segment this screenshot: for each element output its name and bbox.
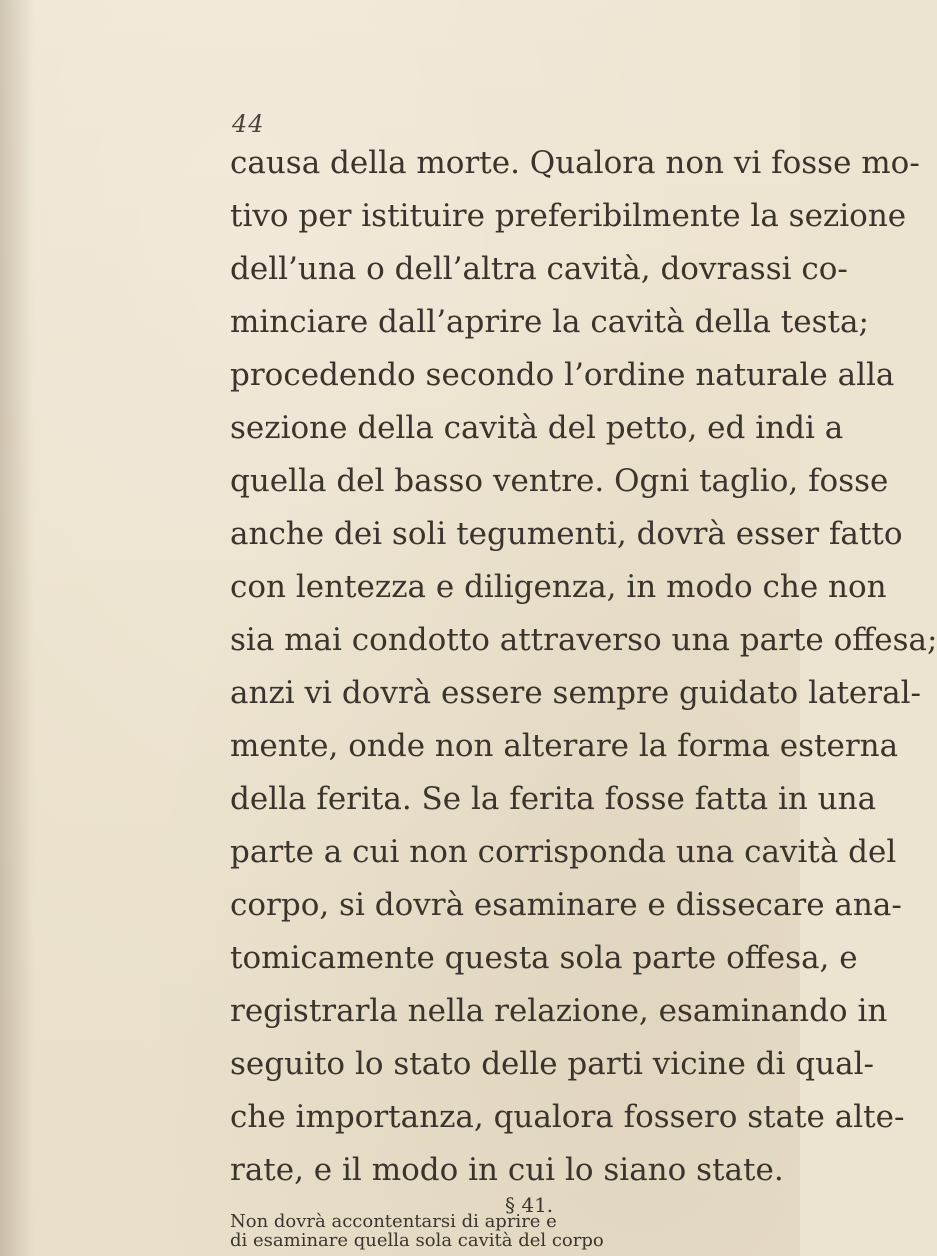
text-line: di esaminare quella sola cavità del corpo [230, 1230, 604, 1251]
text-line: sezione della cavità del petto, ed indi a [230, 410, 844, 446]
text-line: Non dovrà accontentarsi di aprire e [230, 1211, 557, 1232]
text-line: anche dei soli tegumenti, dovrà esser fatto [230, 516, 903, 552]
text-line: minciare dall’aprire la cavità della testa; [230, 304, 869, 340]
text-line: corpo, si dovrà esaminare e dissecare ana- [230, 887, 902, 923]
text-line: parte a cui non corrisponda una cavità del [230, 834, 897, 870]
page-number: 44 [232, 110, 265, 138]
text-line: causa della morte. Qualora non vi fosse mo- [230, 145, 920, 181]
page-edge-shadow [0, 0, 34, 1256]
text-line: che importanza, qualora fossero state alte- [230, 1099, 905, 1135]
text-line: seguito lo stato delle parti vicine di qual- [230, 1046, 874, 1082]
text-line: sia mai condotto attraverso una parte offesa; [230, 622, 937, 658]
text-line: della ferita. Se la ferita fosse fatta in una [230, 781, 877, 817]
section-heading: § 41. [505, 1193, 554, 1217]
text-line: quella del basso ventre. Ogni taglio, fosse [230, 463, 889, 499]
text-line: anzi vi dovrà essere sempre guidato lateral- [230, 675, 921, 711]
text-line: con lentezza e diligenza, in modo che non [230, 569, 887, 605]
text-line: registrarla nella relazione, esaminando in [230, 993, 888, 1029]
text-line: mente, onde non alterare la forma esterna [230, 728, 899, 764]
text-line: procedendo secondo l’ordine naturale alla [230, 357, 895, 393]
text-line: rate, e il modo in cui lo siano state. [230, 1152, 784, 1188]
text-line: dell’una o dell’altra cavità, dovrassi co- [230, 251, 848, 287]
text-line: tomicamente questa sola parte offesa, e [230, 940, 858, 976]
text-line: tivo per istituire preferibilmente la sezione [230, 198, 907, 234]
